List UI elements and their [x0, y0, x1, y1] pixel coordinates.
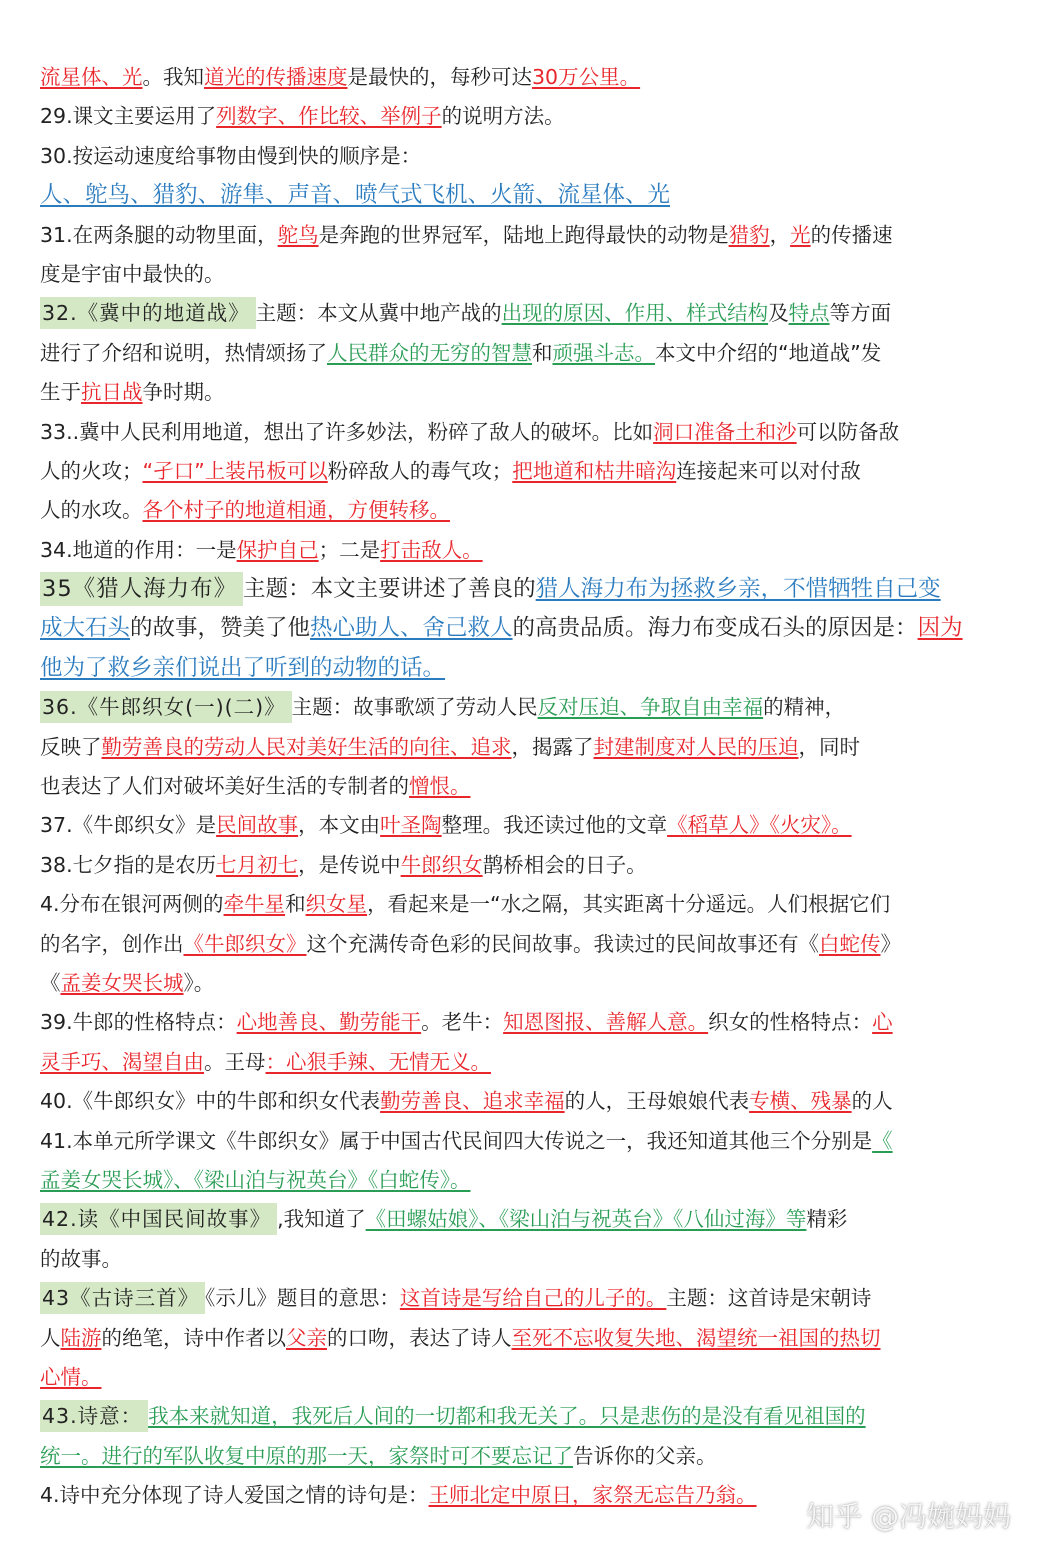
text-segment: 主题：本文主要讲述了善良的 [243, 576, 536, 603]
answer-highlight: 顽强斗志。 [552, 340, 655, 365]
answer-highlight: 勤劳善良的劳动人民对美好生活的向往、追求 [101, 734, 512, 759]
text-segment: 的绝笔，诗中作者以 [101, 1325, 286, 1350]
text-line [40, 216, 999, 255]
answer-highlight: 封建制度对人民的压迫 [593, 734, 799, 759]
answer-highlight: 牵牛星 [223, 892, 286, 917]
text-line [40, 1240, 999, 1279]
text-segment: 》。 [183, 970, 215, 995]
answer-highlight: 各个村子的地道相通，方便转移。 [142, 498, 450, 523]
text-segment: 的说明方法。 [441, 104, 565, 129]
answer-highlight: 牛郎织女 [400, 852, 483, 877]
answer-highlight: 保护自己 [236, 537, 319, 562]
answer-highlight: 心情。 [40, 1364, 102, 1389]
text-segment: 33..冀中人民利用地道，想出了许多妙法，粉碎了敌人的破坏。比如 [40, 419, 654, 444]
text-segment: 的人，王母娘娘代表 [564, 1089, 750, 1114]
text-segment: 的名字，创作出 [40, 931, 184, 956]
answer-highlight: 《稻草人》《火灾》。 [667, 813, 852, 838]
answer-highlight: 道光的传播速度 [204, 65, 348, 89]
text-line [40, 1319, 999, 1358]
text-segment: 4.分布在银河两侧的 [40, 892, 224, 917]
text-segment: 的口吻，表达了诗人 [327, 1325, 512, 1350]
text-line [40, 255, 999, 294]
text-segment: 和 [285, 892, 306, 917]
text-segment: 可以防备敌 [796, 419, 900, 444]
text-segment: 度是宇宙中最快的。 [40, 261, 225, 286]
answer-highlight: 列数字、作比较、举例子 [216, 104, 442, 129]
answer-highlight: 王师北定中原日，家祭无忘告乃翁。 [428, 1483, 757, 1508]
text-segment: 及 [768, 301, 789, 326]
section-heading: 35《猎人海力布》 [40, 572, 243, 606]
text-line [40, 452, 999, 491]
text-segment: ，是传说中 [298, 852, 401, 877]
answer-highlight: 民间故事 [216, 813, 299, 838]
answer-highlight: 七月初七 [216, 852, 299, 877]
text-segment: 主题：故事歌颂了劳动人民 [291, 695, 538, 720]
answer-highlight: 陆游 [60, 1325, 102, 1350]
text-line [40, 294, 999, 333]
text-line [40, 491, 999, 530]
answer-highlight: 父亲 [286, 1325, 327, 1350]
text-segment: ， [769, 222, 791, 247]
text-line [40, 649, 999, 688]
text-segment: ,我知道了 [277, 1207, 366, 1232]
text-line [40, 1397, 999, 1436]
text-line [40, 531, 999, 570]
answer-highlight: 孟姜女哭长城》、《梁山泊与祝英台》《白蛇传》。 [40, 1167, 471, 1192]
answer-highlight: 鸵鸟 [277, 222, 319, 247]
answer-highlight: 《 [872, 1128, 893, 1153]
text-segment: 40.《牛郎织女》中的牛郎和织女代表 [40, 1089, 381, 1114]
answer-highlight: 30万公里。 [532, 65, 641, 89]
answer-highlight: 我本来就知道，我死后人间的一切都和我无关了。只是悲伤的是没有看见祖国的 [148, 1404, 866, 1429]
text-segment: 生于 [40, 380, 81, 405]
text-segment: 》 [880, 931, 901, 956]
text-segment: 4.诗中充分体现了诗人爱国之情的诗句是： [40, 1483, 429, 1508]
text-segment: 主题：本文从冀中地产战的 [255, 301, 502, 326]
text-segment: 鹊桥相会的日子。 [482, 852, 647, 877]
answer-highlight: 孟姜女哭长城 [60, 970, 184, 995]
text-segment: 。老牛： [421, 1010, 504, 1035]
answer-highlight: 成大石头 [40, 615, 131, 642]
text-line [40, 688, 999, 727]
text-line [40, 570, 999, 609]
text-segment: 41.本单元所学课文《牛郎织女》属于中国古代民间四大传说之一，我还知道其他三个分别是 [40, 1128, 873, 1153]
answer-highlight: 反对压迫、争取自由幸福 [537, 695, 764, 720]
text-segment: ，揭露了 [511, 734, 594, 759]
answer-highlight: 把地道和枯井暗沟 [512, 458, 677, 483]
answer-highlight: 因为 [917, 615, 963, 642]
text-segment: ，同时 [798, 734, 860, 759]
text-segment: 人的水攻。 [40, 498, 143, 523]
text-segment: 的传播速 [810, 222, 893, 247]
answer-highlight: 心 [872, 1010, 893, 1035]
text-segment: 是奔跑的世界冠军，陆地上跑得最快的动物是 [318, 222, 729, 247]
answer-highlight: 洞口准备土和沙 [653, 419, 797, 444]
answer-highlight: 人民群众的无穷的智慧 [327, 340, 532, 365]
answer-highlight: 猎豹 [728, 222, 770, 247]
answer-highlight: 《田螺姑娘》、《梁山泊与祝英台》《八仙过海》等 [365, 1207, 807, 1232]
answer-highlight: 白蛇传 [819, 931, 881, 956]
text-line [40, 1043, 999, 1082]
answer-highlight: 人、鸵鸟、猎豹、游隼、声音、喷气式飞机、火箭、流星体、光 [40, 182, 671, 209]
text-segment: 进行了介绍和说明，热情颂扬了 [40, 340, 327, 365]
text-segment: 《 [40, 970, 61, 995]
section-heading: 32.《冀中的地道战》 [40, 297, 256, 329]
text-segment: 和 [532, 340, 553, 365]
text-line [40, 806, 999, 845]
answer-highlight: 出现的原因、作用、样式结构 [501, 301, 769, 326]
answer-highlight: 专横、残暴 [749, 1089, 852, 1114]
answer-highlight: 热心助人、舍己救人 [310, 615, 513, 642]
text-segment: 告诉你的父亲。 [573, 1443, 717, 1468]
text-segment: 也表达了人们对破坏美好生活的专制者的 [40, 774, 409, 799]
text-segment: 是最快的，每秒可达 [347, 65, 532, 89]
text-segment: 31.在两条腿的动物里面， [40, 222, 278, 247]
text-line [40, 609, 999, 648]
text-segment: ，看起来是一“水之隔，其实距离十分遥远。人们根据它们 [367, 892, 891, 917]
text-line [40, 767, 999, 806]
answer-highlight: 憎恨。 [409, 774, 471, 799]
text-segment: 本文中介绍的“地道战”发 [655, 340, 882, 365]
watermark: 知乎 @冯婉妈妈 [806, 1500, 1011, 1533]
answer-highlight: 勤劳善良、追求幸福 [380, 1089, 565, 1114]
answer-highlight: 织女星 [305, 892, 368, 917]
answer-highlight: 这首诗是写给自己的儿子的。 [399, 1286, 667, 1311]
answer-highlight: ：心狠手辣、无情无义。 [265, 1049, 491, 1074]
text-segment: 39.牛郎的性格特点： [40, 1010, 237, 1035]
text-segment: 38.七夕指的是农历 [40, 852, 217, 877]
text-line [40, 413, 999, 452]
answer-highlight: 猎人海力布为拯救乡亲，不惜牺牲自己变 [535, 576, 941, 603]
text-line [40, 1082, 999, 1121]
text-segment: 争时期。 [142, 380, 225, 405]
text-segment: ；二是 [318, 537, 381, 562]
answer-highlight: 他为了救乡亲们说出了听到的动物的话。 [40, 654, 446, 681]
answer-highlight: 《牛郎织女》 [183, 931, 307, 956]
answer-highlight: 心地善良、勤劳能干 [236, 1010, 422, 1035]
answer-highlight: 灵手巧、渴望自由 [40, 1049, 204, 1074]
text-segment: 的高贵品质。海力布变成石头的原因是： [512, 615, 918, 642]
text-segment: 连接起来可以对付敌 [676, 458, 861, 483]
answer-highlight: 打击敌人。 [380, 537, 483, 562]
text-segment: 《示儿》题目的意思： [205, 1286, 400, 1311]
answer-highlight: 至死不忘收复失地、渴望统一祖国的热切 [511, 1325, 881, 1350]
text-segment: 这个充满传奇色彩的民间故事。我读过的民间故事还有《 [306, 931, 819, 956]
answer-highlight: 抗日战 [81, 380, 143, 405]
answer-highlight: 流星体、光 [40, 65, 143, 89]
text-segment: 主题：这首诗是宋朝诗 [666, 1286, 872, 1311]
text-segment: 29.课文主要运用了 [40, 104, 217, 129]
answer-highlight: 知恩图报、善解人意。 [503, 1010, 709, 1035]
text-line [40, 373, 999, 412]
text-line [40, 925, 999, 964]
text-line [40, 1003, 999, 1042]
text-segment: 精彩 [806, 1207, 848, 1232]
text-segment: 。王母 [204, 1049, 266, 1074]
text-segment: 反映了 [40, 734, 102, 759]
text-line [40, 885, 999, 924]
text-segment: 粉碎敌人的毒气攻； [327, 458, 513, 483]
text-line [40, 1358, 999, 1397]
text-segment: 人的火攻； [40, 458, 143, 483]
section-heading: 43.诗意： [40, 1400, 148, 1432]
text-line [40, 58, 999, 97]
text-segment: 等方面 [829, 301, 892, 326]
text-line [40, 1161, 999, 1200]
section-heading: 36.《牛郎织女(一)(二)》 [40, 691, 292, 723]
answer-highlight: 统一。进行的军队收复中原的那一天，家祭时可不要忘记了 [40, 1443, 573, 1468]
text-segment: 整理。我还读过他的文章 [441, 813, 668, 838]
text-line [40, 137, 999, 176]
text-body [40, 58, 999, 1515]
text-line [40, 964, 999, 1003]
text-line [40, 176, 999, 215]
answer-highlight: 光 [790, 222, 811, 247]
answer-highlight: 特点 [788, 301, 830, 326]
text-line [40, 334, 999, 373]
text-segment: 34.地道的作用：一是 [40, 537, 237, 562]
text-segment: 织女的性格特点： [708, 1010, 873, 1035]
text-segment: 的人 [851, 1089, 893, 1114]
text-segment: 37.《牛郎织女》是 [40, 813, 217, 838]
text-segment: 30.按运动速度给事物由慢到快的顺序是： [40, 143, 422, 168]
text-segment: 的故事，赞美了他 [130, 615, 311, 642]
text-line [40, 1279, 999, 1318]
section-heading: 42.读《中国民间故事》 [40, 1203, 277, 1235]
text-segment: 。我知 [142, 65, 204, 89]
answer-highlight: “孑口”上装吊板可以 [142, 458, 328, 483]
text-line [40, 1122, 999, 1161]
text-segment: ，本文由 [298, 813, 381, 838]
answer-highlight: 叶圣陶 [380, 813, 442, 838]
text-line [40, 728, 999, 767]
text-line [40, 846, 999, 885]
text-line [40, 1437, 999, 1476]
text-line [40, 1200, 999, 1239]
text-segment: 的精神， [763, 695, 846, 720]
text-segment: 人 [40, 1325, 61, 1350]
text-segment: 的故事。 [40, 1246, 122, 1271]
section-heading: 43《古诗三首》 [40, 1282, 205, 1314]
text-line [40, 97, 999, 136]
